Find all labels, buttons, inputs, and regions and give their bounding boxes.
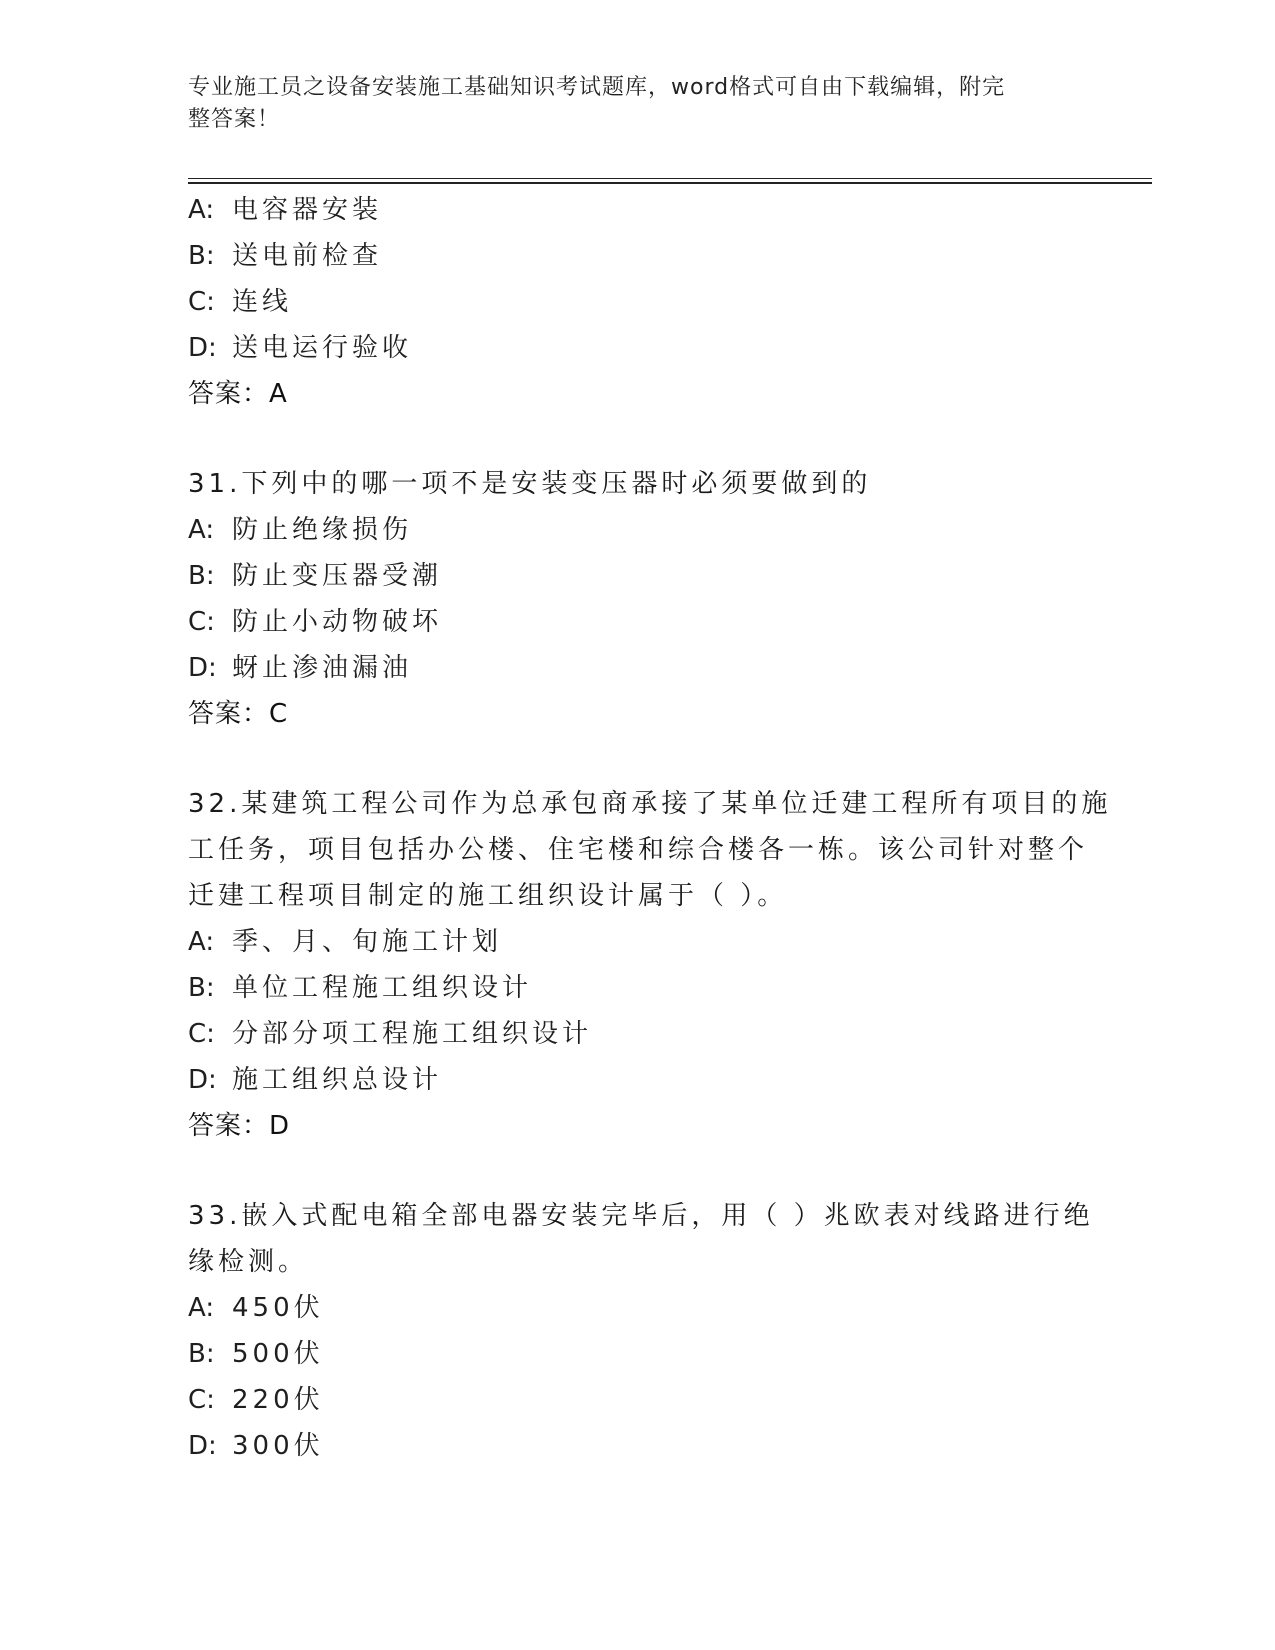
option-b — [188, 1331, 1088, 1377]
spacer — [188, 1149, 1088, 1193]
option-text: 分部分项工程施工组织设计 — [232, 1019, 593, 1049]
option-text: 单位工程施工组织设计 — [232, 973, 533, 1003]
option-label: C: — [188, 1385, 215, 1415]
option-a — [188, 919, 1088, 965]
option-label: A: — [188, 1293, 215, 1323]
option-text: 蚜止渗油漏油 — [232, 653, 413, 683]
answer-line: 答案：A — [188, 379, 288, 409]
option-b — [188, 233, 1088, 279]
question-block-31 — [188, 461, 1088, 737]
header-divider-thick — [188, 182, 1152, 184]
option-text: 连线 — [232, 287, 293, 317]
option-c — [188, 599, 1088, 645]
question-content — [188, 187, 1112, 1469]
option-c — [188, 279, 1088, 325]
option-text: 防止小动物破坏 — [232, 607, 443, 637]
option-label: C: — [188, 287, 215, 317]
question-block-33 — [188, 1193, 1094, 1469]
option-label: C: — [188, 1019, 215, 1049]
question-block-32 — [188, 781, 1112, 1149]
option-text: 450伏 — [232, 1293, 324, 1323]
option-label: D: — [188, 1065, 217, 1095]
option-a — [188, 1285, 1088, 1331]
option-d — [188, 645, 1088, 691]
option-d — [188, 325, 1088, 371]
option-text: 防止绝缘损伤 — [232, 515, 413, 545]
option-label: A: — [188, 927, 215, 957]
option-text: 送电运行验收 — [232, 333, 413, 363]
option-label: B: — [188, 1339, 215, 1369]
option-text: 防止变压器受潮 — [232, 561, 443, 591]
question-text-line-1: 33.嵌入式配电箱全部电器安装完毕后，用（ ）兆欧表对线路进行绝 — [188, 1201, 1094, 1231]
question-block-prev — [188, 187, 1088, 417]
option-label: B: — [188, 241, 215, 271]
header-line-2: 整答案！ — [188, 107, 281, 132]
option-text: 季、月、旬施工计划 — [232, 927, 503, 957]
answer-line: 答案：D — [188, 1111, 291, 1141]
option-a — [188, 507, 1088, 553]
option-label: A: — [188, 195, 215, 225]
option-c — [188, 1011, 1088, 1057]
option-text: 500伏 — [232, 1339, 324, 1369]
question-text-line-2: 工任务，项目包括办公楼、住宅楼和综合楼各一栋。该公司针对整个 — [188, 835, 1089, 865]
option-label: B: — [188, 973, 215, 1003]
question-text-line-1: 32.某建筑工程公司作为总承包商承接了某单位迁建工程所有项目的施 — [188, 789, 1112, 819]
answer-line: 答案：C — [188, 699, 289, 729]
option-text: 施工组织总设计 — [232, 1065, 443, 1095]
option-label: C: — [188, 607, 215, 637]
option-b — [188, 553, 1088, 599]
spacer — [188, 417, 1088, 461]
option-label: A: — [188, 515, 215, 545]
option-label: D: — [188, 333, 217, 363]
option-label: D: — [188, 1431, 217, 1461]
header-line-1: 专业施工员之设备安装施工基础知识考试题库，word格式可自由下载编辑，附完 — [188, 75, 1006, 100]
option-text: 300伏 — [232, 1431, 324, 1461]
question-text-line-3: 迁建工程项目制定的施工组织设计属于（ ）。 — [188, 881, 788, 911]
option-b — [188, 965, 1088, 1011]
option-text: 电容器安装 — [232, 195, 383, 225]
option-c — [188, 1377, 1088, 1423]
question-text: 31.下列中的哪一项不是安装变压器时必须要做到的 — [188, 469, 872, 499]
option-d — [188, 1057, 1088, 1103]
option-text: 220伏 — [232, 1385, 324, 1415]
question-text-line-2: 缘检测。 — [188, 1247, 309, 1277]
option-text: 送电前检查 — [232, 241, 383, 271]
spacer — [188, 737, 1088, 781]
header-divider-thin — [188, 178, 1152, 179]
option-label: D: — [188, 653, 217, 683]
option-a — [188, 187, 1088, 233]
option-label: B: — [188, 561, 215, 591]
option-d — [188, 1423, 1088, 1469]
document-header — [188, 72, 1068, 136]
